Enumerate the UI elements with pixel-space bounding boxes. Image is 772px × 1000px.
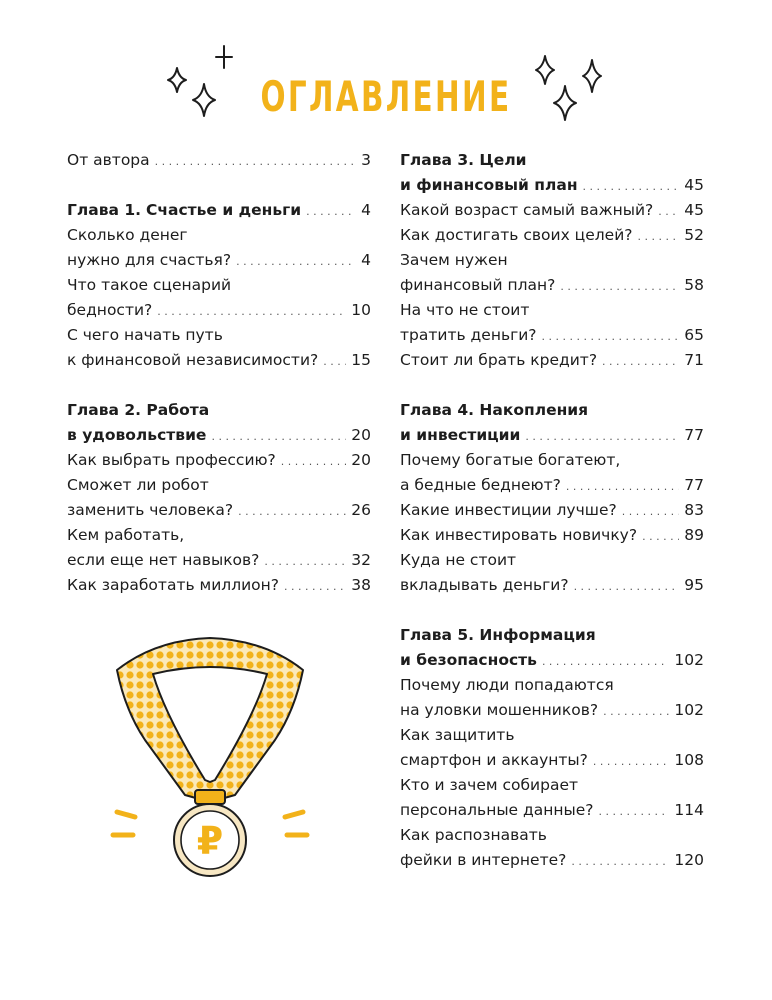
toc-entry[interactable]: Стоит ли брать кредит? . . . 71: [400, 348, 704, 373]
toc-chapter-entry[interactable]: Глава 4. Накопления: [400, 401, 589, 419]
toc-entry[interactable]: С чего начать путь: [67, 326, 223, 344]
toc-entry[interactable]: на уловки мошенников? . . . 102: [400, 698, 704, 723]
leader-dots: [658, 198, 679, 224]
toc-left-column: [67, 148, 371, 598]
toc-entry[interactable]: На что не стоит: [400, 301, 530, 319]
leader-dots: [603, 698, 669, 724]
leader-dots: [155, 148, 356, 174]
toc-entry[interactable]: Кто и зачем собирает: [400, 776, 579, 794]
leader-dots: [642, 523, 679, 549]
leader-dots: [211, 423, 346, 449]
toc-entry[interactable]: Как инвестировать новичку? . . . 89: [400, 523, 704, 548]
leader-dots: [560, 273, 679, 299]
toc-chapter-entry[interactable]: в удовольствие . . . 20: [67, 423, 371, 448]
toc-entry[interactable]: Что такое сценарий: [67, 276, 232, 294]
toc-entry[interactable]: Кем работать,: [67, 526, 185, 544]
toc-entry[interactable]: персональные данные? . . . 114: [400, 798, 704, 823]
toc-chapter-entry[interactable]: Глава 3. Цели: [400, 151, 527, 169]
leader-dots: [542, 323, 680, 349]
toc-entry[interactable]: Как защитить: [400, 726, 515, 744]
leader-dots: [264, 548, 346, 574]
toc-entry[interactable]: Какие инвестиции лучше? . . . 83: [400, 498, 704, 523]
sparkle-icon: [216, 46, 232, 68]
toc-entry[interactable]: смартфон и аккаунты? . . . 108: [400, 748, 704, 773]
leader-dots: [593, 748, 670, 774]
leader-dots: [574, 573, 680, 599]
leader-dots: [583, 173, 680, 199]
leader-dots: [306, 198, 356, 224]
toc-entry[interactable]: вкладывать деньги? . . . 95: [400, 573, 704, 598]
toc-entry[interactable]: тратить деньги? . . . 65: [400, 323, 704, 348]
leader-dots: [599, 798, 670, 824]
toc-entry[interactable]: Как заработать миллион? . . . 38: [67, 573, 371, 598]
toc-entry[interactable]: От автора . . . 3: [67, 148, 371, 173]
toc-entry[interactable]: Сможет ли робот: [67, 476, 209, 494]
toc-entry[interactable]: а бедные беднеют? . . . 77: [400, 473, 704, 498]
toc-entry[interactable]: Зачем нужен: [400, 251, 508, 269]
toc-entry[interactable]: Почему люди попадаются: [400, 676, 614, 694]
leader-dots: [542, 648, 669, 674]
toc-entry[interactable]: бедности? . . . 10: [67, 298, 371, 323]
leader-dots: [284, 573, 346, 599]
toc-entry[interactable]: заменить человека? . . . 26: [67, 498, 371, 523]
toc-entry[interactable]: Куда не стоит: [400, 551, 517, 569]
leader-dots: [157, 298, 346, 324]
toc-entry[interactable]: Как достигать своих целей? . . . 52: [400, 223, 704, 248]
toc-chapter-entry[interactable]: Глава 1. Счастье и деньги . . . 4: [67, 198, 371, 223]
toc-entry[interactable]: фейки в интернете? . . . 120: [400, 848, 704, 873]
leader-dots: [238, 498, 346, 524]
leader-dots: [525, 423, 679, 449]
toc-chapter-entry[interactable]: и инвестиции . . . 77: [400, 423, 704, 448]
toc-entry[interactable]: если еще нет навыков? . . . 32: [67, 548, 371, 573]
toc-chapter-entry[interactable]: Глава 5. Информация: [400, 626, 596, 644]
toc-right-column: [400, 148, 704, 873]
leader-dots: [566, 473, 679, 499]
toc-entry[interactable]: Почему богатые богатеют,: [400, 451, 621, 469]
toc-entry[interactable]: нужно для счастья? . . . 4: [67, 248, 371, 273]
leader-dots: [323, 348, 346, 374]
leader-dots: [571, 848, 669, 874]
page-title: ОГЛАВЛЕНИЕ: [260, 72, 512, 121]
toc-entry[interactable]: Сколько денег: [67, 226, 188, 244]
leader-dots: [281, 448, 346, 474]
toc-entry[interactable]: финансовый план? . . . 58: [400, 273, 704, 298]
leader-dots: [622, 498, 680, 524]
leader-dots: [236, 248, 356, 274]
toc-chapter-entry[interactable]: и финансовый план . . . 45: [400, 173, 704, 198]
leader-dots: [638, 223, 680, 249]
medal-ruble-icon: [95, 630, 325, 880]
toc-chapter-entry[interactable]: Глава 2. Работа: [67, 401, 210, 419]
leader-dots: [602, 348, 679, 374]
toc-entry[interactable]: Какой возраст самый важный? . . . 45: [400, 198, 704, 223]
ruble-symbol: ₽: [196, 819, 224, 863]
toc-entry[interactable]: к финансовой независимости? . . . 15: [67, 348, 371, 373]
toc-chapter-entry[interactable]: и безопасность . . . 102: [400, 648, 704, 673]
toc-entry[interactable]: Как выбрать профессию? . . . 20: [67, 448, 371, 473]
toc-entry[interactable]: Как распознавать: [400, 826, 547, 844]
